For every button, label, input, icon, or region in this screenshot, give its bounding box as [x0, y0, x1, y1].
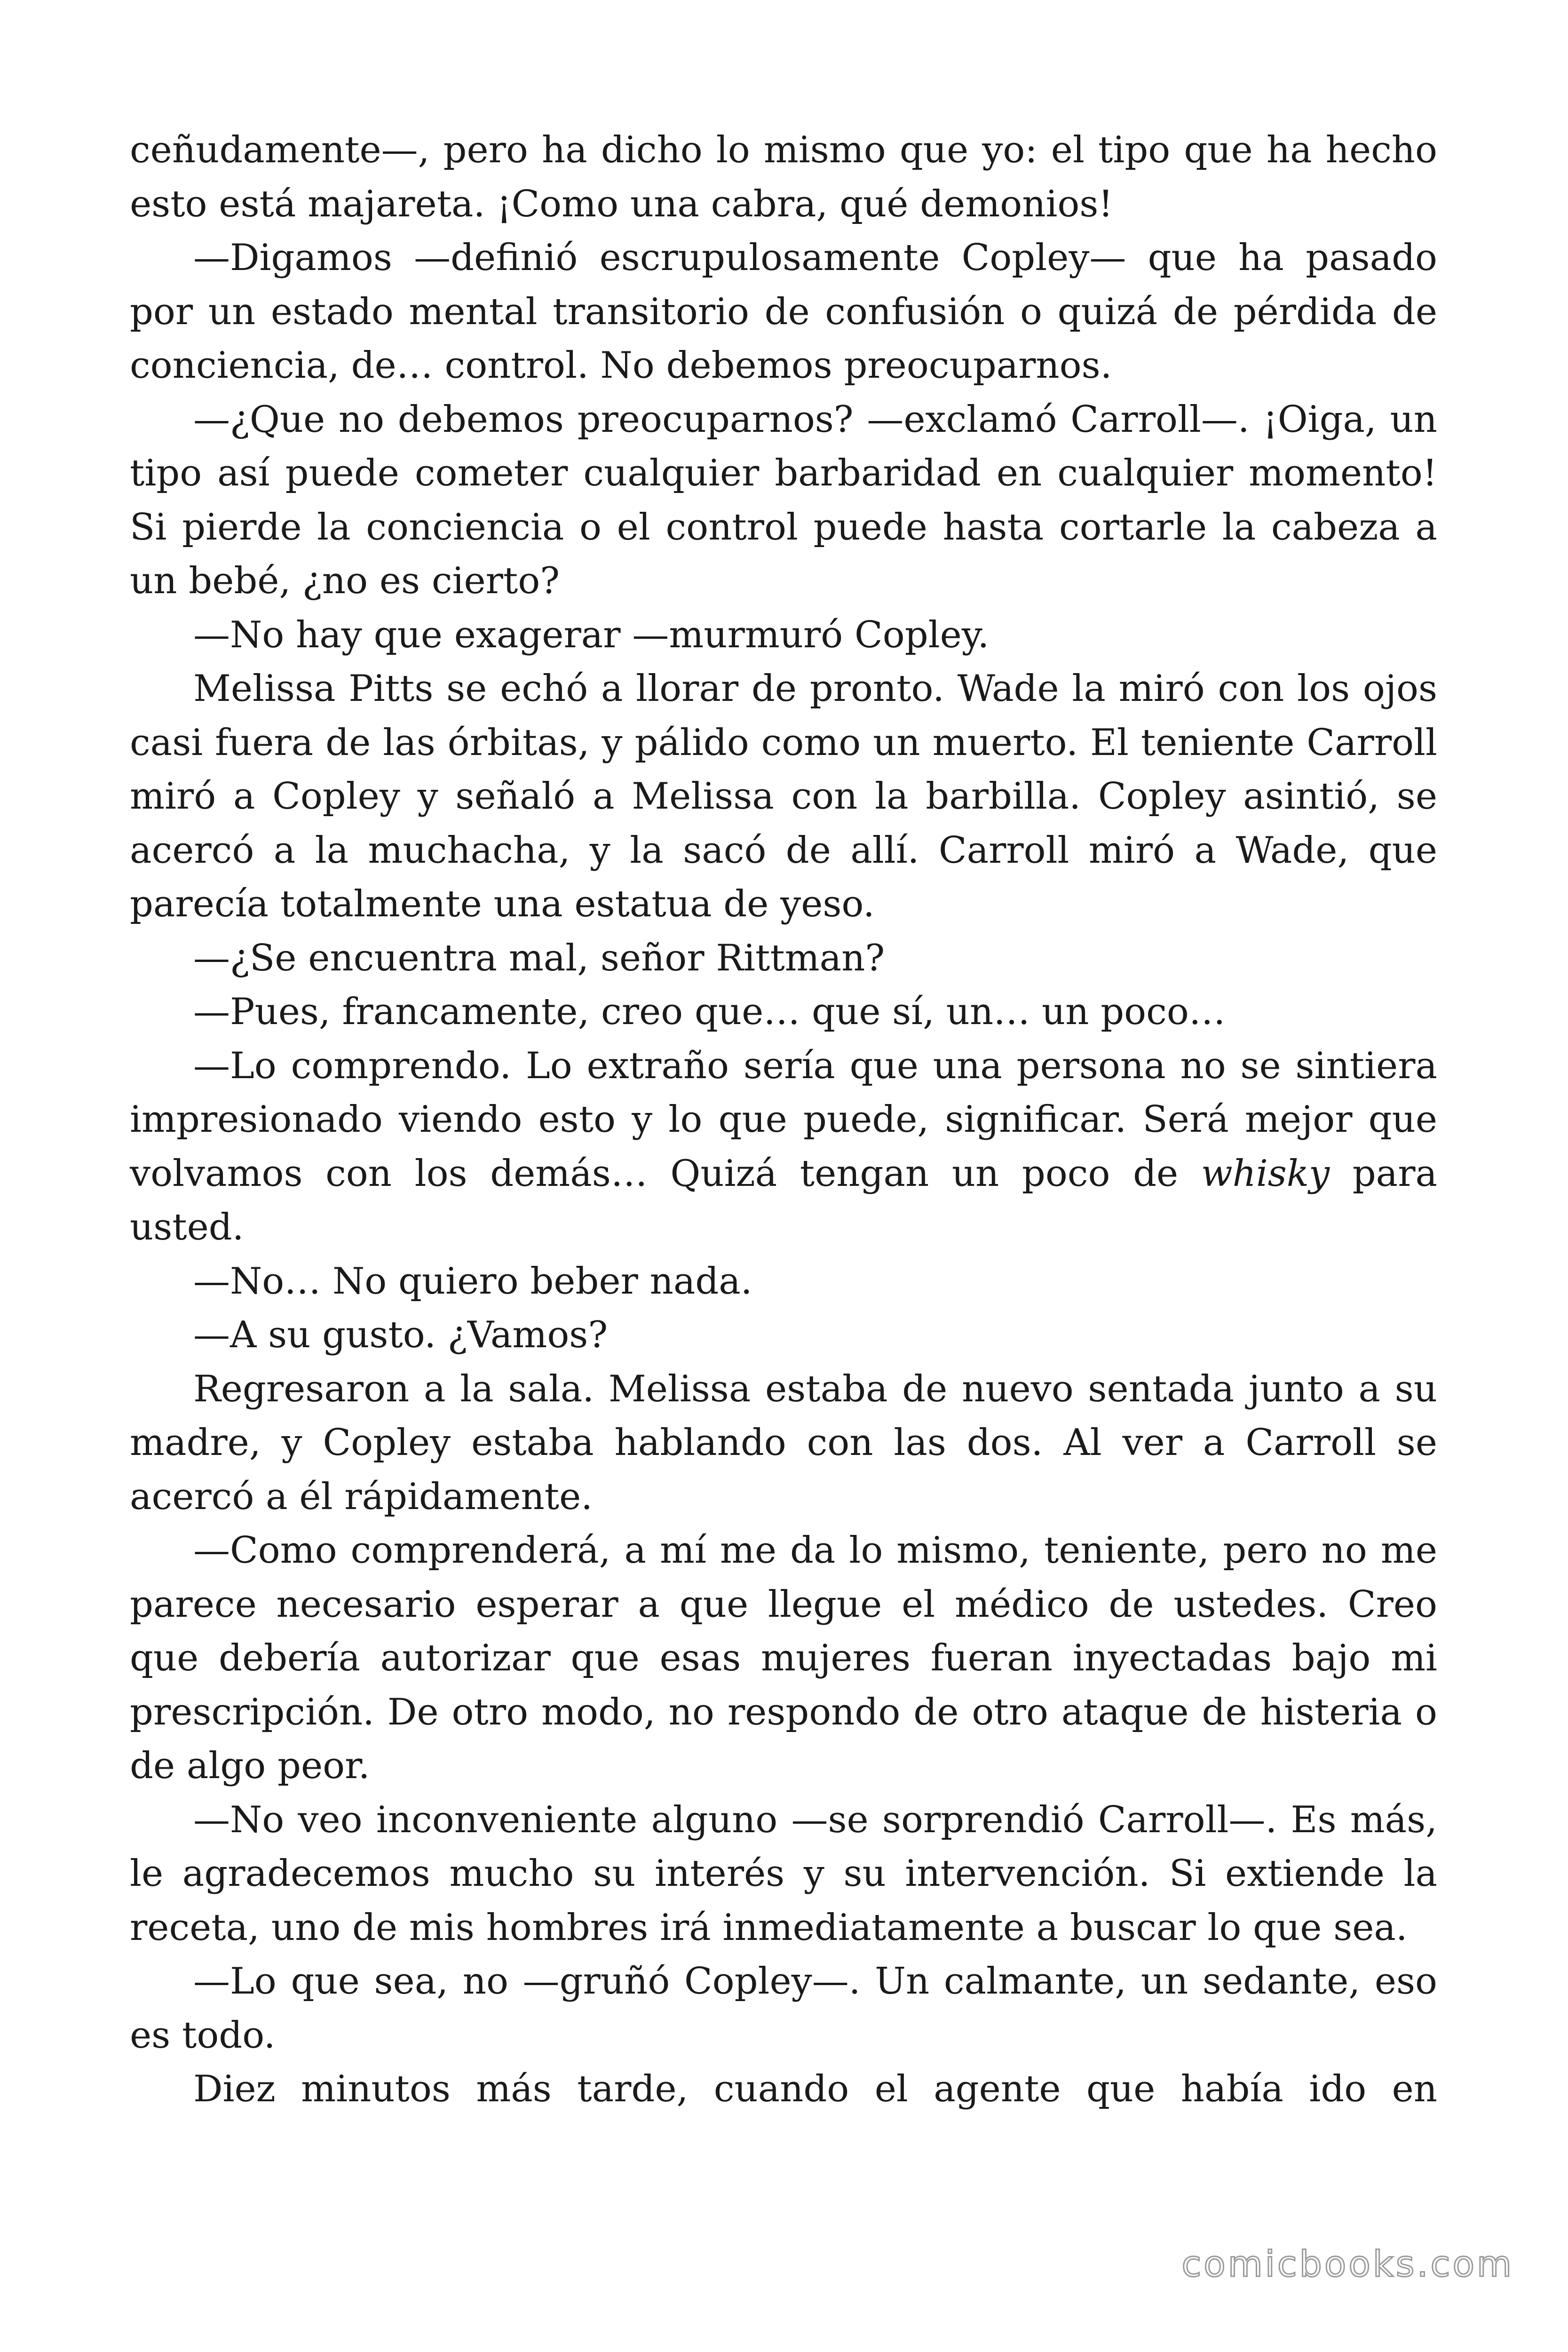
- paragraph-8: [130, 1039, 1437, 1255]
- paragraph-1: ceñudamente—, pero ha dicho lo mismo que yo: el tipo que ha hecho esto está majareta. ¡Como una cabra, qué demonios!: [130, 129, 1437, 225]
- watermark-logo: comicbooks.com: [1181, 2243, 1514, 2285]
- paragraph-15: Diez minutos más tarde, cuando el agente que había ido en: [193, 2068, 1437, 2110]
- paragraph-5: Melissa Pitts se echó a llorar de pronto. Wade la miró con los ojos casi fuera de las órbitas, y pálido como un muerto. El teniente Carroll miró a Copley y señaló a Melissa con la barbilla. Copley asintió, se acercó a la muchacha, y la sacó de allí. Carroll miró a Wade, que parecía totalmente una estatua de yeso.: [130, 667, 1437, 925]
- paragraph-14: —Lo que sea, no —gruñó Copley—. Un calmante, un sedante, eso es todo.: [130, 1960, 1437, 2057]
- paragraph-11: Regresaron a la sala. Melissa estaba de nuevo sentada junto a su madre, y Copley estaba hablando con las dos. Al ver a Carroll se acercó a él rápidamente.: [130, 1367, 1437, 1518]
- paragraph-4: —No hay que exagerar —murmuró Copley.: [193, 613, 990, 656]
- paragraph-12: —Como comprenderá, a mí me da lo mismo, teniente, pero no me parece necesario esperar a que llegue el médico de ustedes. Creo que debería autorizar que esas mujeres fueran inyectadas bajo mi prescripción. De otro modo, no respondo de otro ataque de histeria o de algo peor.: [130, 1529, 1437, 1787]
- paragraph-10: —A su gusto. ¿Vamos?: [193, 1314, 608, 1356]
- italic-word: whisky: [1201, 1152, 1330, 1195]
- paragraph-7: —Pues, francamente, creo que… que sí, un… un poco…: [193, 991, 1226, 1033]
- book-page: [130, 123, 1437, 2116]
- paragraph-3: —¿Que no debemos preocuparnos? —exclamó Carroll—. ¡Oiga, un tipo así puede cometer cualquier barbaridad en cualquier momento! Si pierde la conciencia o el control puede hasta cortarle la cabeza a un bebé, ¿no es cierto?: [130, 398, 1437, 602]
- paragraph-8-text: —Lo comprendo. Lo extraño sería que una persona no se sintiera impresionado viendo esto y lo que puede, significar. Será mejor que volvamos con los demás… Quizá tengan un poco de: [130, 1044, 1437, 1195]
- paragraph-13: —No veo inconveniente alguno —se sorprendió Carroll—. Es más, le agradecemos mucho su interés y su intervención. Si extiende la receta, uno de mis hombres irá inmediatamente a buscar lo que sea.: [130, 1798, 1437, 1949]
- paragraph-8-tail: para usted.: [130, 1152, 1437, 1248]
- paragraph-2: —Digamos —definió escrupulosamente Copley— que ha pasado por un estado mental transitorio de confusión o quizá de pérdida de conciencia, de… control. No debemos preocuparnos.: [130, 237, 1437, 387]
- paragraph-9: —No… No quiero beber nada.: [193, 1260, 752, 1303]
- paragraph-6: —¿Se encuentra mal, señor Rittman?: [193, 937, 885, 979]
